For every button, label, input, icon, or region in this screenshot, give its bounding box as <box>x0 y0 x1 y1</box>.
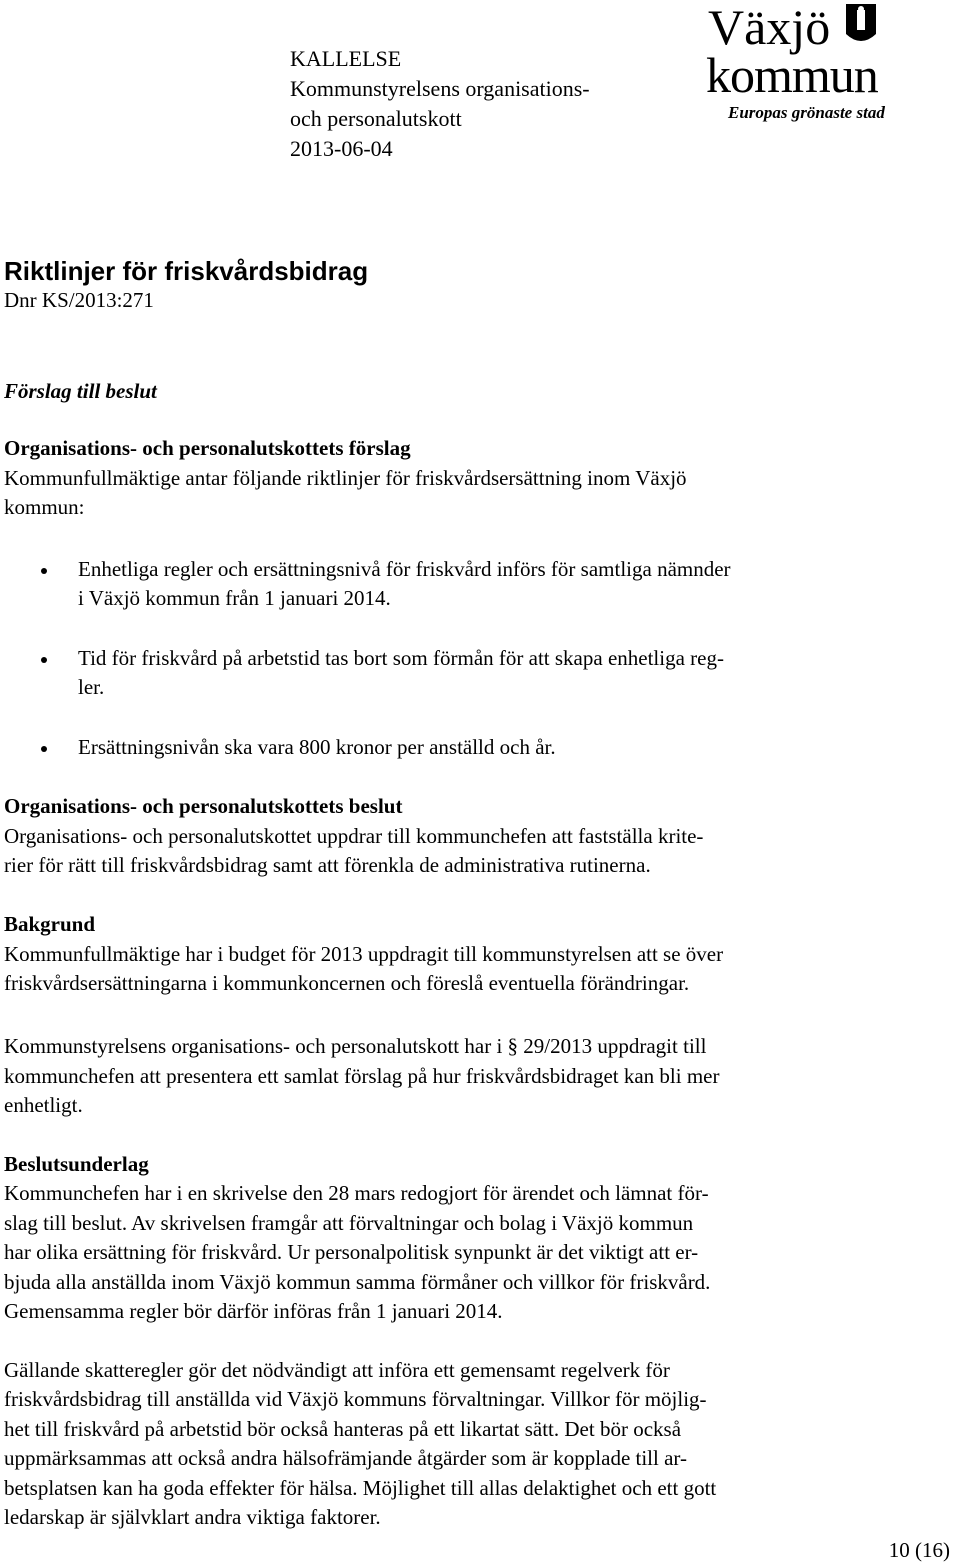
doc-type: KALLELSE <box>290 46 402 71</box>
text-line: Kommunfullmäktige antar följande riktlinjer för friskvårdsersättning inom Växjö <box>4 466 687 490</box>
text-line: Kommunchefen har i en skrivelse den 28 mars redogjort för ärendet och lämnat för- <box>4 1181 709 1205</box>
text-line: rier för rätt till friskvårdsbidrag samt att förenkla de administrativa rutinerna. <box>4 853 651 877</box>
section-heading-background: Bakgrund <box>4 912 96 936</box>
bullet-text: Enhetliga regler och ersättningsnivå för friskvård införs för samtliga nämnder <box>78 557 731 581</box>
meeting-date: 2013-06-04 <box>290 136 393 161</box>
text-line: uppmärksammas att också andra hälsofrämjande åtgärder som är kopplade till ar- <box>4 1446 687 1470</box>
text-line: het till friskvård på arbetstid bör också hanteras på ett likartat sätt. Det bör också <box>4 1417 682 1441</box>
text-line: slag till beslut. Av skrivelsen framgår att förvaltningar och bolag i Växjö kommun <box>4 1211 694 1235</box>
bullet-text: Tid för friskvård på arbetstid tas bort som förmån för att skapa enhetliga reg- <box>78 646 724 670</box>
registration-number: Dnr KS/2013:271 <box>4 288 154 312</box>
committee-line-2: och personalutskott <box>290 106 462 131</box>
bullet-text: Ersättningsnivån ska vara 800 kronor per anställd och år. <box>78 735 556 759</box>
text-line: enhetligt. <box>4 1093 83 1117</box>
proposal-heading: Förslag till beslut <box>4 379 157 403</box>
logo-tagline: Europas grönaste stad <box>728 103 885 122</box>
section-heading-decision: Organisations- och personalutskottets beslut <box>4 794 403 818</box>
bullet-text: ler. <box>78 675 105 699</box>
vaxjo-kommun-logo <box>706 0 916 128</box>
text-line: ledarskap är självklart andra viktiga faktorer. <box>4 1505 381 1529</box>
section-heading-proposal: Organisations- och personalutskottets förslag <box>4 436 411 460</box>
crest-icon <box>846 4 876 41</box>
page-title: Riktlinjer för friskvårdsbidrag <box>4 256 369 286</box>
text-line: Organisations- och personalutskottet uppdrar till kommunchefen att fastställa krite- <box>4 824 704 848</box>
text-line: friskvårdsersättningarna i kommunkoncernen och föreslå eventuella förändringar. <box>4 971 690 995</box>
logo-line-1: Växjö <box>708 0 831 55</box>
page-number: 10 (16) <box>888 1538 950 1562</box>
bullet-dot <box>41 746 47 752</box>
logo-line-2: kommun <box>706 47 878 103</box>
text-line: friskvårdsbidrag till anställda vid Växjö kommuns förvaltningar. Villkor för möjlig- <box>4 1387 707 1411</box>
section-heading-basis: Beslutsunderlag <box>4 1152 149 1176</box>
document-header <box>290 44 590 164</box>
text-line: kommunchefen att presentera ett samlat förslag på hur friskvårdsbidraget kan bli mer <box>4 1064 720 1088</box>
text-line: bjuda alla anställda inom Växjö kommun samma förmåner och villkor för friskvård. <box>4 1270 711 1294</box>
text-line: Kommunfullmäktige har i budget för 2013 uppdragit till kommunstyrelsen att se över <box>4 942 724 966</box>
bullet-text: i Växjö kommun från 1 januari 2014. <box>78 586 391 610</box>
text-line: betsplatsen kan ha goda effekter för hälsa. Möjlighet till allas delaktighet och ett gott <box>4 1476 717 1500</box>
text-line: Gemensamma regler bör därför införas från 1 januari 2014. <box>4 1299 503 1323</box>
text-line: har olika ersättning för friskvård. Ur personalpolitisk synpunkt är det viktigt att er- <box>4 1240 699 1264</box>
text-line: kommun: <box>4 495 85 519</box>
text-line: Kommunstyrelsens organisations- och personalutskott har i § 29/2013 uppdragit till <box>4 1034 707 1058</box>
bullet-dot <box>41 568 47 574</box>
committee-line-1: Kommunstyrelsens organisations- <box>290 76 590 101</box>
text-line: Gällande skatteregler gör det nödvändigt att införa ett gemensamt regelverk för <box>4 1358 670 1382</box>
bullet-dot <box>41 657 47 663</box>
